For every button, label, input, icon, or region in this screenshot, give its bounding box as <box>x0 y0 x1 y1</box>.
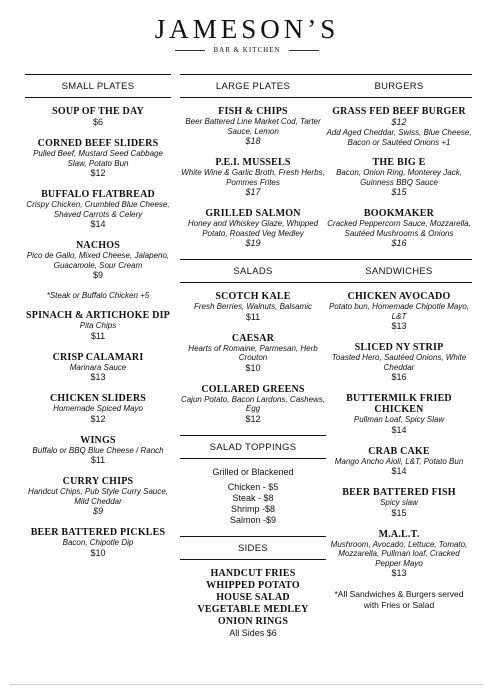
item-name: BEER BATTERED FISH <box>342 487 456 498</box>
item-name: SPINACH & ARTICHOKE DIP <box>26 310 170 321</box>
item-name: WINGS <box>80 434 116 446</box>
item-name: NACHOS <box>76 240 120 251</box>
menu-item <box>25 393 171 425</box>
small-plates-heading: SMALL PLATES <box>25 74 171 98</box>
item-price: $16 <box>391 238 407 248</box>
topping-item: Shrimp -$8 <box>230 503 275 514</box>
item-name: CRAB CAKE <box>368 445 430 457</box>
item-description: White Wine & Garlic Broth, Fresh Herbs, Pommes Frites <box>181 168 325 187</box>
item-description: Add Aged Cheddar, Swiss, Blue Cheese, Bacon or Sautéed Onions +1 <box>326 128 472 147</box>
item-description: Fresh Berries, Walnuts, Balsamic <box>193 302 313 311</box>
large-plates-column <box>180 74 326 639</box>
nachos-addon-note: *Steak or Buffalo Chicken +5 <box>46 291 150 300</box>
menu-item <box>326 208 472 249</box>
toppings-subtitle: Grilled or Blackened <box>212 466 294 477</box>
menu-item <box>326 487 472 519</box>
menu-item <box>326 446 472 478</box>
salads-heading: SALADS <box>180 259 326 283</box>
tagline-rule-right <box>289 50 319 51</box>
item-price: $15 <box>391 507 407 518</box>
item-price: $18 <box>245 136 261 146</box>
sandwiches-footnote: *All Sandwiches & Burgers served with Fries or Salad <box>334 589 464 610</box>
item-price: $11 <box>90 330 106 341</box>
item-description: Pullman Loaf, Spicy Slaw <box>353 415 445 424</box>
item-description: Beer Battered Line Market Cod, Tarter Sauce, Lemon <box>185 117 321 136</box>
menu-item <box>180 157 326 198</box>
menu-item <box>180 333 326 374</box>
item-name: THE BIG E <box>372 157 426 168</box>
item-description: Hearts of Romaine, Parmesan, Herb Crouton <box>188 343 318 362</box>
item-name: CORNED BEEF SLIDERS <box>37 138 159 149</box>
salad-toppings-heading: SALAD TOPPINGS <box>180 435 326 459</box>
item-name: SCOTCH KALE <box>215 291 291 302</box>
item-name: GRASS FED BEEF BURGER <box>332 106 466 117</box>
topping-item: Chicken - $5 <box>227 481 279 492</box>
tagline-row <box>0 46 494 54</box>
sandwiches-heading: SANDWICHES <box>326 259 472 283</box>
item-description: Pita Chips <box>79 321 117 330</box>
restaurant-name: JAMESON’S <box>154 14 340 44</box>
tagline-rule-left <box>175 50 205 51</box>
item-description: Spicy slaw <box>380 498 418 507</box>
item-price: $12 <box>90 168 106 178</box>
side-item: ONION RINGS <box>217 615 289 627</box>
menu-item <box>25 435 171 467</box>
menu-item <box>180 106 326 147</box>
item-price: $9 <box>92 506 103 516</box>
menu-item <box>326 157 472 198</box>
sides-heading: SIDES <box>180 536 326 560</box>
menu-item <box>25 352 171 384</box>
item-description: Potato bun, Homemade Chipotle Mayo, L&T <box>328 302 470 321</box>
side-item: WHIPPED POTATO <box>206 579 300 591</box>
side-item: HOUSE SALAD <box>216 591 290 603</box>
item-description: Marinara Sauce <box>69 362 127 372</box>
item-name: BOOKMAKER <box>363 208 435 219</box>
item-description: Toasted Hero, Sautéed Onions, White Cheddar <box>331 353 467 372</box>
menu-item <box>326 393 472 436</box>
item-name: SOUP OF THE DAY <box>52 106 144 117</box>
item-name: GRILLED SALMON <box>205 208 301 219</box>
small-plates-column <box>25 74 171 569</box>
item-description: Bacon, Onion Ring, Monterey Jack, Guinness BBQ Sauce <box>336 168 462 187</box>
menu-item <box>25 240 171 281</box>
item-description: Buffalo or BBQ Blue Cheese / Ranch <box>32 445 164 455</box>
item-description: Cajun Potato, Bacon Lardons, Cashews, Egg <box>180 394 326 413</box>
side-item: HANDCUT FRIES <box>210 567 296 579</box>
item-price: $12 <box>90 413 106 424</box>
item-name: SLICED NY STRIP <box>354 342 444 353</box>
item-price: $6 <box>92 117 103 127</box>
item-price: $16 <box>391 372 407 382</box>
item-name: CHICKEN AVOCADO <box>347 291 451 302</box>
item-name: CHICKEN SLIDERS <box>49 393 147 404</box>
item-name: M.A.L.T. <box>378 528 420 540</box>
item-description: Pulled Beef, Mustard Seed Cabbage Slaw, Potato Bun <box>33 149 163 168</box>
item-name: BUFFALO FLATBREAD <box>41 189 155 200</box>
item-description: Honey and Whiskey Glaze, Whipped Potato, Roasted Veg Medley <box>187 219 319 238</box>
burgers-heading: BURGERS <box>326 74 472 98</box>
item-price: $12 <box>245 413 261 424</box>
item-description: Bacon, Chipotle Dip <box>62 538 134 547</box>
sides-price: All Sides $6 <box>229 627 277 638</box>
side-item: VEGETABLE MEDLEY <box>197 603 309 615</box>
item-price: $12 <box>391 117 407 127</box>
large-plates-heading: LARGE PLATES <box>180 74 326 98</box>
item-name: CAESAR <box>231 332 275 344</box>
item-name: CRISP CALAMARI <box>52 351 144 363</box>
item-price: $11 <box>90 455 106 465</box>
item-price: $10 <box>245 362 261 373</box>
menu-item <box>25 310 171 342</box>
item-price: $19 <box>245 238 261 248</box>
item-description: Mushroom, Avocado, Lettuce, Tomato, Mozzarella, Pullman loaf, Cracked Pepper Mayo <box>330 539 468 568</box>
item-name: BUTTERMILK FRIED CHICKEN <box>346 393 452 415</box>
menu-item <box>180 291 326 323</box>
item-description: Pico de Gallo, Mixed Cheese, Jalapeno, Guacamole, Sour Cream <box>26 251 170 270</box>
topping-item: Salmon -$9 <box>229 514 277 525</box>
menu-item <box>326 342 472 383</box>
menu-header <box>0 0 494 70</box>
item-name: BEER BATTERED PICKLES <box>30 527 166 538</box>
menu-item <box>180 384 326 425</box>
item-description: Cracked Peppercorn Sauce, Mozzarella, Sautéed Mushrooms & Onions <box>327 219 471 238</box>
item-price: $10 <box>90 547 106 558</box>
sides-list <box>180 568 326 639</box>
toppings-list <box>180 482 326 526</box>
burgers-sandwiches-column <box>326 74 472 610</box>
item-price: $13 <box>391 321 407 331</box>
menu-item <box>25 189 171 230</box>
menu-item <box>25 527 171 559</box>
menu-item <box>180 208 326 249</box>
item-description: Mango Ancho Aioli, L&T, Potato Bun <box>334 456 464 466</box>
item-description: Handcut Chips, Pub Style Curry Sauce, Mild Cheddar <box>27 487 169 506</box>
item-price: $14 <box>90 219 106 229</box>
item-price: $13 <box>391 568 407 578</box>
menu-item <box>326 106 472 147</box>
menu-item <box>25 106 171 128</box>
item-name: CURRY CHIPS <box>62 476 134 487</box>
item-name: FISH & CHIPS <box>218 106 288 117</box>
topping-item: Steak - $8 <box>232 492 274 503</box>
menu-item <box>326 291 472 332</box>
item-price: $14 <box>391 424 407 435</box>
item-price: $9 <box>92 270 103 280</box>
item-price: $15 <box>391 187 407 197</box>
item-description: Homemade Spiced Mayo <box>53 404 143 413</box>
tagline: BAR & KITCHEN <box>213 46 281 54</box>
menu-item <box>25 476 171 517</box>
item-name: P.E.I. MUSSELS <box>215 157 291 168</box>
item-price: $17 <box>245 187 261 197</box>
item-price: $13 <box>90 372 106 382</box>
item-description: Crispy Chicken, Crumbled Blue Cheese, Shaved Carrots & Celery <box>26 200 170 219</box>
menu-item <box>25 138 171 179</box>
item-price: $14 <box>391 466 407 476</box>
menu-item <box>326 529 472 580</box>
page-bottom-rule <box>10 684 484 685</box>
item-price: $11 <box>245 311 261 322</box>
item-name: COLLARED GREENS <box>201 383 305 395</box>
